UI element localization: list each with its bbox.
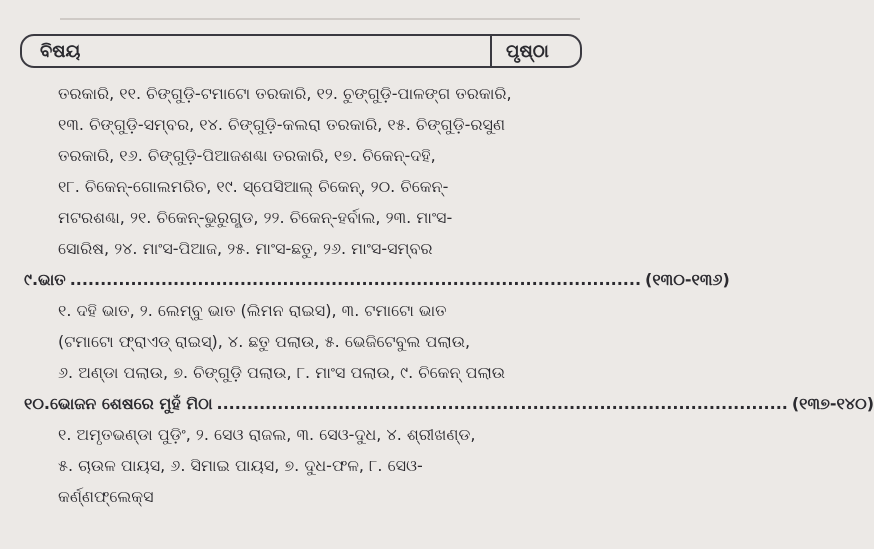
contents-body: [24, 78, 874, 512]
chapter-number: ୯.: [24, 270, 39, 289]
leader-dots: ..............................................................................................: [216, 394, 788, 413]
leader-dots: ..............................................................................................: [69, 270, 642, 289]
content-line: (ଟମାଟୋ ଫ୍ରାଏଡ୍ ରାଇସ୍), ୪. ଛତୁ ପଲାଉ, ୫. ଭେଜିଟେବୁଲ ପଲାଉ,: [58, 332, 471, 351]
page-range: (୧୩୭-୧୪୦): [791, 394, 874, 413]
top-border: [60, 0, 580, 20]
content-line: ୧. ଦହି ଭାତ, ୨. ଲେମ୍ବୁ ଭାତ (ଲିମନ ରାଇସ), ୩. ଟମାଟୋ ଭାତ: [58, 301, 447, 320]
page-range: (୧୩୦-୧୩୬): [645, 270, 730, 289]
content-line: ତରକାରି, ୧୧. ଚିଙ୍ଗୁଡ଼ି-ଟମାଟୋ ତରକାରି, ୧୨. ଚୁଙ୍ଗୁଡ଼ି-ପାଳଙ୍ଗ ତରକାରି,: [58, 84, 512, 103]
page-column-label: ପୃଷ୍ଠା: [506, 41, 549, 62]
chapter-title: ଭାତ: [38, 270, 66, 289]
content-line: ୫. ଚାଉଳ ପାୟସ, ୬. ସିମାଇ ପାୟସ, ୭. ଦୁଧ-ଫଳ, ୮. ସେଓ-: [58, 456, 423, 475]
chapter-heading-10: [24, 388, 874, 419]
content-line: କର୍ଣ୍ଣଫ୍ଲେକ୍ସ: [58, 487, 154, 506]
content-line: ମଟରଶଣ୍ଢା, ୨୧. ଚିକେନ୍-ଭୁରୁଗ୍ଣ୍ଡ, ୨୨. ଚିକେନ୍-ହର୍ବାଲ, ୨୩. ମାଂସ-: [58, 208, 453, 227]
header-divider: [490, 36, 492, 66]
content-line: ୬. ଅଣ୍ଡା ପଲାଉ, ୭. ଚିଙ୍ଗୁଡ଼ି ପଲାଉ, ୮. ମାଂସ ପଲାଉ, ୯. ଚିକେନ୍ ପଲାଉ: [58, 363, 506, 382]
content-line: ୧୩. ଚିଙ୍ଗୁଡ଼ି-ସମ୍ବର, ୧୪. ଚିଙ୍ଗୁଡ଼ି-କଲରା ତରକାରି, ୧୫. ଚିଙ୍ଗୁଡ଼ି-ରସୁଣ: [58, 115, 506, 134]
chapter-title: ଭୋଜନ ଶେଷରେ ମୁହଁ ମିଠା: [50, 394, 213, 413]
chapter-number: ୧୦.: [24, 394, 50, 413]
content-line: ୧. ଅମୃତଭଣ୍ଡା ପୁଡ଼ିଂ, ୨. ସେଓ ରାଜଲ, ୩. ସେଓ-ଦୁଧ, ୪. ଶ୍ରୀଖଣ୍ଡ,: [58, 425, 476, 444]
chapter-heading-9: [24, 264, 730, 295]
subject-column-label: ବିଷୟ: [40, 41, 81, 62]
content-line: ୧୮. ଚିକେନ୍-ଗୋଲମରିଚ, ୧୯. ସ୍ପେସିଆଲ୍ ଚିକେନ୍, ୨୦. ଚିକେନ୍-: [58, 177, 449, 196]
table-of-contents-header: [20, 34, 582, 68]
content-line: ତରକାରି, ୧୬. ଚିଙ୍ଗୁଡ଼ି-ପିଆଜଶଣ୍ଢା ତରକାରି, ୧୭. ଚିକେନ୍-ଦହି,: [58, 146, 436, 165]
content-line: ସୋରିଷ, ୨୪. ମାଂସ-ପିଆଜ, ୨୫. ମାଂସ-ଛତୁ, ୨୬. ମାଂସ-ସମ୍ବର: [58, 239, 433, 258]
